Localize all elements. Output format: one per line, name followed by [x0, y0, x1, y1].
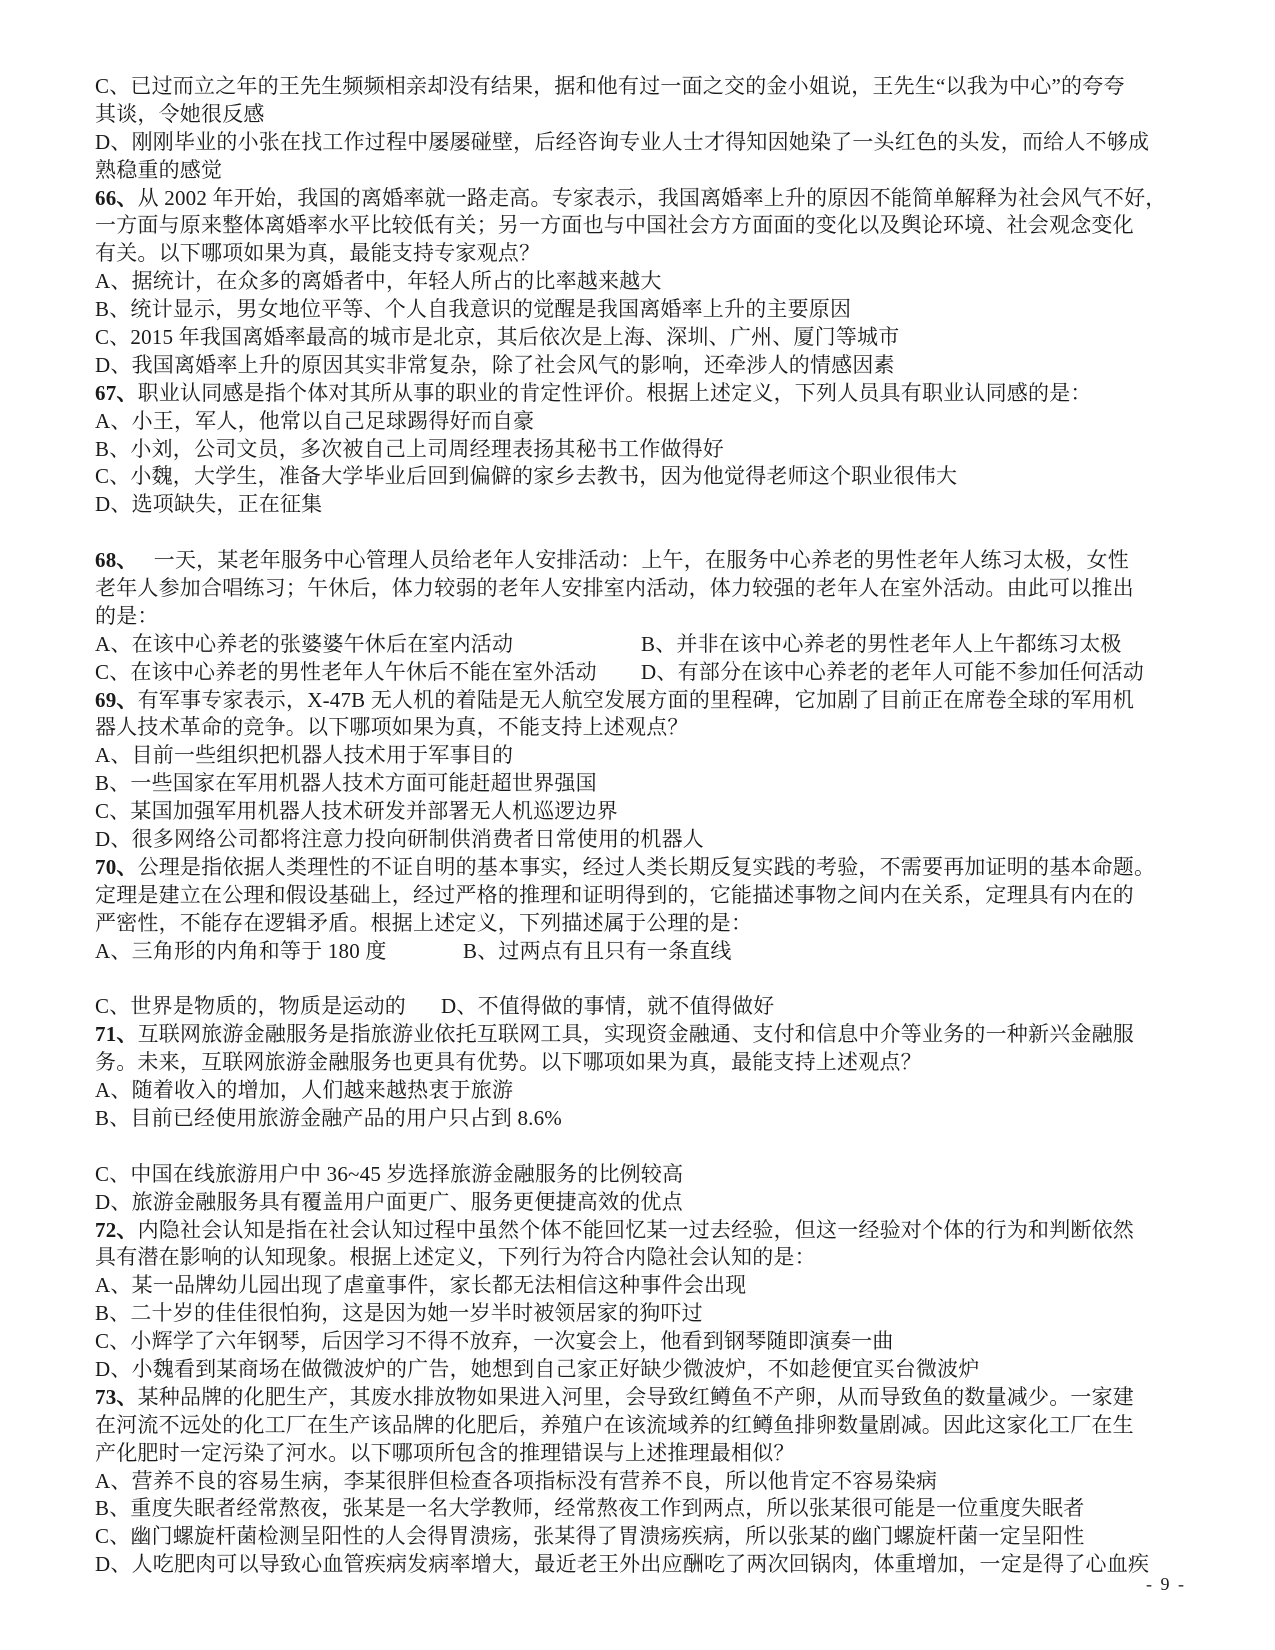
- text-line: [95, 882, 1165, 910]
- line-text: 产化肥时一定污染了河水。以下哪项所包含的推理错误与上述推理最相似？: [95, 1440, 795, 1465]
- line-text: A、小王，军人，他常以自己足球踢得好而自豪: [95, 408, 535, 433]
- text-line: [95, 687, 1165, 715]
- option-cell: D、不值得做的事情，就不值得做好: [441, 994, 775, 1019]
- document-body: [95, 73, 1165, 1579]
- line-text: B、目前已经使用旅游金融产品的用户只占到 8.6%: [95, 1105, 562, 1130]
- line-text: 的是：: [95, 603, 159, 628]
- text-line: [95, 547, 1165, 575]
- text-line: [95, 352, 1165, 380]
- question-number: 72、: [95, 1217, 138, 1242]
- text-line: [95, 268, 1165, 296]
- line-text: 某种品牌的化肥生产，其废水排放物如果进入河里，会导致红鳟鱼不产卵，从而导致鱼的数量减少。一家建: [137, 1384, 1135, 1409]
- text-line: [95, 910, 1165, 938]
- question-number: 67、: [95, 380, 138, 405]
- line-text: C、2015 年我国离婚率最高的城市是北京，其后依次是上海、深圳、广州、厦门等城市: [95, 325, 900, 350]
- text-line: [95, 491, 1165, 519]
- line-text: 熟稳重的感觉: [95, 157, 223, 182]
- text-line: [95, 1217, 1165, 1245]
- text-line: [95, 324, 1165, 352]
- text-line: [95, 157, 1165, 185]
- line-text: 老年人参加合唱练习；午休后，体力较弱的老年人安排室内活动，体力较强的老年人在室外活动。由此可以推出: [95, 576, 1134, 601]
- line-text: A、营养不良的容易生病，李某很胖但检查各项指标没有营养不良，所以他肯定不容易染病: [95, 1468, 938, 1493]
- blank-line: [95, 966, 1165, 994]
- text-line: [95, 129, 1165, 157]
- question-number: 68、: [95, 548, 128, 573]
- text-line: [95, 742, 1165, 770]
- line-text: D、我国离婚率上升的原因其实非常复杂，除了社会风气的影响，还牵涉人的情感因素: [95, 352, 895, 377]
- line-text: 定理是建立在公理和假设基础上，经过严格的推理和证明得到的，它能描述事物之间内在关系，定理具有内在的: [95, 882, 1134, 907]
- text-line: [95, 1105, 1165, 1133]
- text-line: [95, 1468, 1165, 1496]
- text-line: [95, 436, 1165, 464]
- question-number: 69、: [95, 687, 138, 712]
- line-text: 在河流不远处的化工厂在生产该品牌的化肥后，养殖户在该流域养的红鳟鱼排卵数量剧减。因此这家化工厂在生: [95, 1412, 1134, 1437]
- line-text: 具有潜在影响的认知现象。根据上述定义，下列行为符合内隐社会认知的是：: [95, 1245, 816, 1270]
- text-line: [95, 212, 1165, 240]
- line-text: B、统计显示，男女地位平等、个人自我意识的觉醒是我国离婚率上升的主要原因: [95, 297, 852, 322]
- line-text: 有军事专家表示，X-47B 无人机的着陆是无人航空发展方面的里程碑，它加剧了目前正在席卷全球的军用机: [137, 687, 1135, 712]
- question-number: 73、: [95, 1384, 138, 1409]
- line-text: D、小魏看到某商场在做微波炉的广告，她想到自己家正好缺少微波炉，不如趁便宜买台微波炉: [95, 1356, 980, 1381]
- text-line: [95, 185, 1165, 213]
- line-text: D、旅游金融服务具有覆盖用户面更广、服务更便捷高效的优点: [95, 1189, 683, 1214]
- blank-line: [95, 1133, 1165, 1161]
- line-text: B、一些国家在军用机器人技术方面可能赶超世界强国: [95, 771, 597, 796]
- text-line: [95, 463, 1165, 491]
- text-line: [95, 240, 1165, 268]
- line-text: B、小刘，公司文员，多次被自己上司周经理表扬其秘书工作做得好: [95, 436, 725, 461]
- option-cell: B、并非在该中心养老的男性老年人上午都练习太极: [641, 631, 1122, 656]
- line-text: 有关。以下哪项如果为真，最能支持专家观点？: [95, 241, 541, 266]
- line-text: B、二十岁的佳佳很怕狗，这是因为她一岁半时被领居家的狗吓过: [95, 1301, 703, 1326]
- line-text: 公理是指依据人类理性的不证自明的基本事实，经过人类长期反复实践的考验，不需要再加证明的基本命题。: [137, 854, 1156, 879]
- text-line: [95, 770, 1165, 798]
- line-text: C、某国加强军用机器人技术研发并部署无人机巡逻边界: [95, 799, 619, 824]
- line-text: 职业认同感是指个体对其所从事的职业的肯定性评价。根据上述定义，下列人员具有职业认同感的是：: [137, 380, 1092, 405]
- text-line: [95, 798, 1165, 826]
- text-line: [95, 575, 1165, 603]
- text-line: [95, 296, 1165, 324]
- text-line: [95, 1523, 1165, 1551]
- page-number: - 9 -: [1146, 1574, 1186, 1594]
- question-number: 71、: [95, 1022, 138, 1047]
- text-line: [95, 714, 1165, 742]
- line-text: A、某一品牌幼儿园出现了虐童事件，家长都无法相信这种事件会出现: [95, 1273, 747, 1298]
- blank-line: [95, 519, 1165, 547]
- line-text: 器人技术革命的竞争。以下哪项如果为真，不能支持上述观点？: [95, 715, 689, 740]
- text-line: [95, 1021, 1165, 1049]
- question-number: 70、: [95, 854, 138, 879]
- text-line: [95, 73, 1165, 101]
- line-text: 一天，某老年服务中心管理人员给老年人安排活动：上午，在服务中心养老的男性老年人练习太极，女性: [127, 548, 1129, 573]
- text-line: [95, 1161, 1165, 1189]
- option-cell: A、在该中心养老的张婆婆午休后在室内活动: [95, 631, 514, 656]
- text-line: [95, 1495, 1165, 1523]
- text-line: [95, 1077, 1165, 1105]
- text-line: [95, 1272, 1165, 1300]
- line-text: C、已过而立之年的王先生频频相亲却没有结果，据和他有过一面之交的金小姐说，王先生“以我为中心”的夸夸: [95, 74, 1125, 98]
- text-line: [95, 1328, 1165, 1356]
- text-line: [95, 1384, 1165, 1412]
- line-text: D、选项缺失，正在征集: [95, 492, 323, 517]
- text-line: [95, 408, 1165, 436]
- line-text: A、随着收入的增加，人们越来越热衷于旅游: [95, 1078, 514, 1103]
- text-line: [95, 1244, 1165, 1272]
- option-row: [95, 631, 1165, 659]
- option-cell: C、在该中心养老的男性老年人午休后不能在室外活动: [95, 659, 597, 684]
- line-text: 互联网旅游金融服务是指旅游业依托互联网工具，实现资金融通、支付和信息中介等业务的一种新兴金融服: [137, 1022, 1135, 1047]
- line-text: D、刚刚毕业的小张在找工作过程中屡屡碰壁，后经咨询专业人士才得知因她染了一头红色的头发，而给人不够成: [95, 129, 1150, 154]
- line-text: 内隐社会认知是指在社会认知过程中虽然个体不能回忆某一过去经验，但这一经验对个体的行为和判断依然: [137, 1217, 1135, 1242]
- text-line: [95, 1356, 1165, 1384]
- option-cell: B、过两点有且只有一条直线: [463, 938, 732, 963]
- line-text: C、幽门螺旋杆菌检测呈阳性的人会得胃溃疡，张某得了胃溃疡疾病，所以张某的幽门螺旋杆菌一定呈阳性: [95, 1524, 1085, 1549]
- line-text: A、目前一些组织把机器人技术用于军事目的: [95, 743, 514, 768]
- line-text: C、小辉学了六年钢琴，后因学习不得不放弃，一次宴会上，他看到钢琴随即演奏一曲: [95, 1329, 894, 1354]
- line-text: D、很多网络公司都将注意力投向研制供消费者日常使用的机器人: [95, 827, 704, 852]
- option-row: [95, 659, 1165, 687]
- line-text: 一方面与原来整体离婚率水平比较低有关；另一方面也与中国社会方方面面的变化以及舆论环境、社会观念变化: [95, 213, 1134, 238]
- text-line: [95, 603, 1165, 631]
- line-text: 其谈，令她很反感: [95, 101, 265, 126]
- text-line: [95, 826, 1165, 854]
- line-text: B、重度失眠者经常熬夜，张某是一名大学教师，经常熬夜工作到两点，所以张某很可能是一位重度失眠者: [95, 1496, 1085, 1521]
- text-line: [95, 1412, 1165, 1440]
- line-text: 务。未来，互联网旅游金融服务也更具有优势。以下哪项如果为真，最能支持上述观点？: [95, 1050, 922, 1075]
- text-line: [95, 1049, 1165, 1077]
- option-cell: C、世界是物质的，物质是运动的: [95, 994, 407, 1019]
- line-text: C、中国在线旅游用户中 36~45 岁选择旅游金融服务的比例较高: [95, 1161, 684, 1186]
- line-text: 严密性，不能存在逻辑矛盾。根据上述定义，下列描述属于公理的是：: [95, 910, 753, 935]
- line-text: 从 2002 年开始，我国的离婚率就一路走高。专家表示，我国离婚率上升的原因不能简单解释为社会风气不好，: [137, 185, 1167, 210]
- option-cell: D、有部分在该中心养老的老年人可能不参加任何活动: [641, 659, 1144, 684]
- option-row: [95, 938, 1165, 966]
- text-line: [95, 101, 1165, 129]
- text-line: [95, 854, 1165, 882]
- line-text: A、据统计，在众多的离婚者中，年轻人所占的比率越来越大: [95, 269, 662, 294]
- text-line: [95, 1189, 1165, 1217]
- question-number: 66、: [95, 185, 138, 210]
- line-text: C、小魏，大学生，准备大学毕业后回到偏僻的家乡去教书，因为他觉得老师这个职业很伟大: [95, 464, 958, 489]
- text-line: [95, 1440, 1165, 1468]
- line-text: D、人吃肥肉可以导致心血管疾病发病率增大，最近老王外出应酬吃了两次回锅肉，体重增加，一定是得了心血疾: [95, 1552, 1150, 1577]
- text-line: [95, 1300, 1165, 1328]
- text-line: [95, 1551, 1165, 1579]
- text-line: [95, 380, 1165, 408]
- option-cell: A、三角形的内角和等于 180 度: [95, 938, 387, 963]
- option-row: [95, 993, 1165, 1021]
